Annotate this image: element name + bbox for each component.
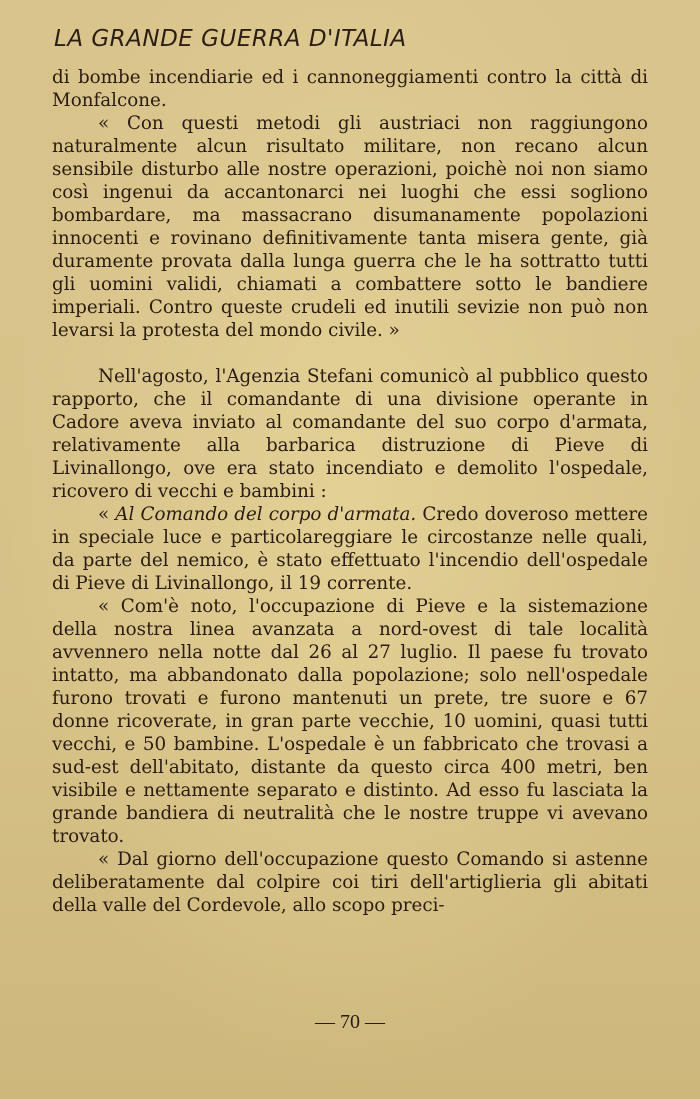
book-page	[52, 22, 648, 917]
quote-mark: «	[98, 504, 116, 525]
paragraph-5: « Com'è noto, l'occupazione di Pieve e la sistemazione della nostra linea avanzata a nord-ovest di tale località avvennero nella notte dal 26 al 27 luglio. Il paese fu trovato intatto, ma abbandonato dalla popolazione; solo nell'ospedale furono trovati e furono mantenuti un prete, tre suore e 67 donne ricoverate, in gran parte vecchie, 10 uomini, quasi tutti vecchi, e 50 bambine. L'ospedale è un fabbricato che trovasi a sud-est dell'abitato, distante da questo circa 400 metri, ben visibile e nettamente separato e distinto. Ad esso fu lasciata la grande bandiera di neutralità che le nostre truppe vi avevano trovato.	[52, 596, 648, 847]
body-text	[52, 66, 648, 917]
quote-heading: Al Comando del corpo d'armata.	[115, 504, 417, 525]
running-head: LA GRANDE GUERRA D'ITALIA	[54, 26, 407, 52]
page-number: — 70 —	[315, 1011, 385, 1033]
paragraph-1: di bombe incendiarie ed i cannoneggiamenti contro la città di Monfalcone.	[52, 67, 648, 111]
paragraph-3: Nell'agosto, l'Agenzia Stefani comunicò al pubblico questo rapporto, che il comandante di una divisione operante in Cadore aveva inviato al comandante del suo corpo d'armata, relativamente alla barbarica distruzione di Pieve di Livinallongo, ove era stato incendiato e demolito l'ospedale, ricovero di vecchi e bambini :	[52, 366, 648, 502]
paragraph-4-text: Credo doveroso mettere in speciale luce e particolareggiare le circostanze nelle quali, da parte del nemico, è stato effettuato l'incendio dell'ospedale di Pieve di Livinallongo, il 19 corrente.	[52, 504, 648, 594]
paragraph-4	[52, 503, 648, 595]
paragraph-6: « Dal giorno dell'occupazione questo Comando si astenne deliberatamente dal colpire coi tiri dell'artiglieria gli abitati della valle del Cordevole, allo scopo preci-	[52, 849, 648, 916]
paragraph-2: « Con questi metodi gli austriaci non raggiungono naturalmente alcun risultato militare, non recano alcun sensibile disturbo alle nostre operazioni, poichè noi non siamo così ingenui da accantonarci nei luoghi che essi sogliono bombardare, ma massacrano disumanamente popolazioni innocenti e rovinano definitivamente tanta misera gente, già duramente provata dalla lunga guerra che le ha sottratto tutti gli uomini validi, chiamati a combattere sotto le bandiere imperiali. Contro queste crudeli ed inutili sevizie non può non levarsi la protesta del mondo civile. »	[52, 113, 648, 341]
